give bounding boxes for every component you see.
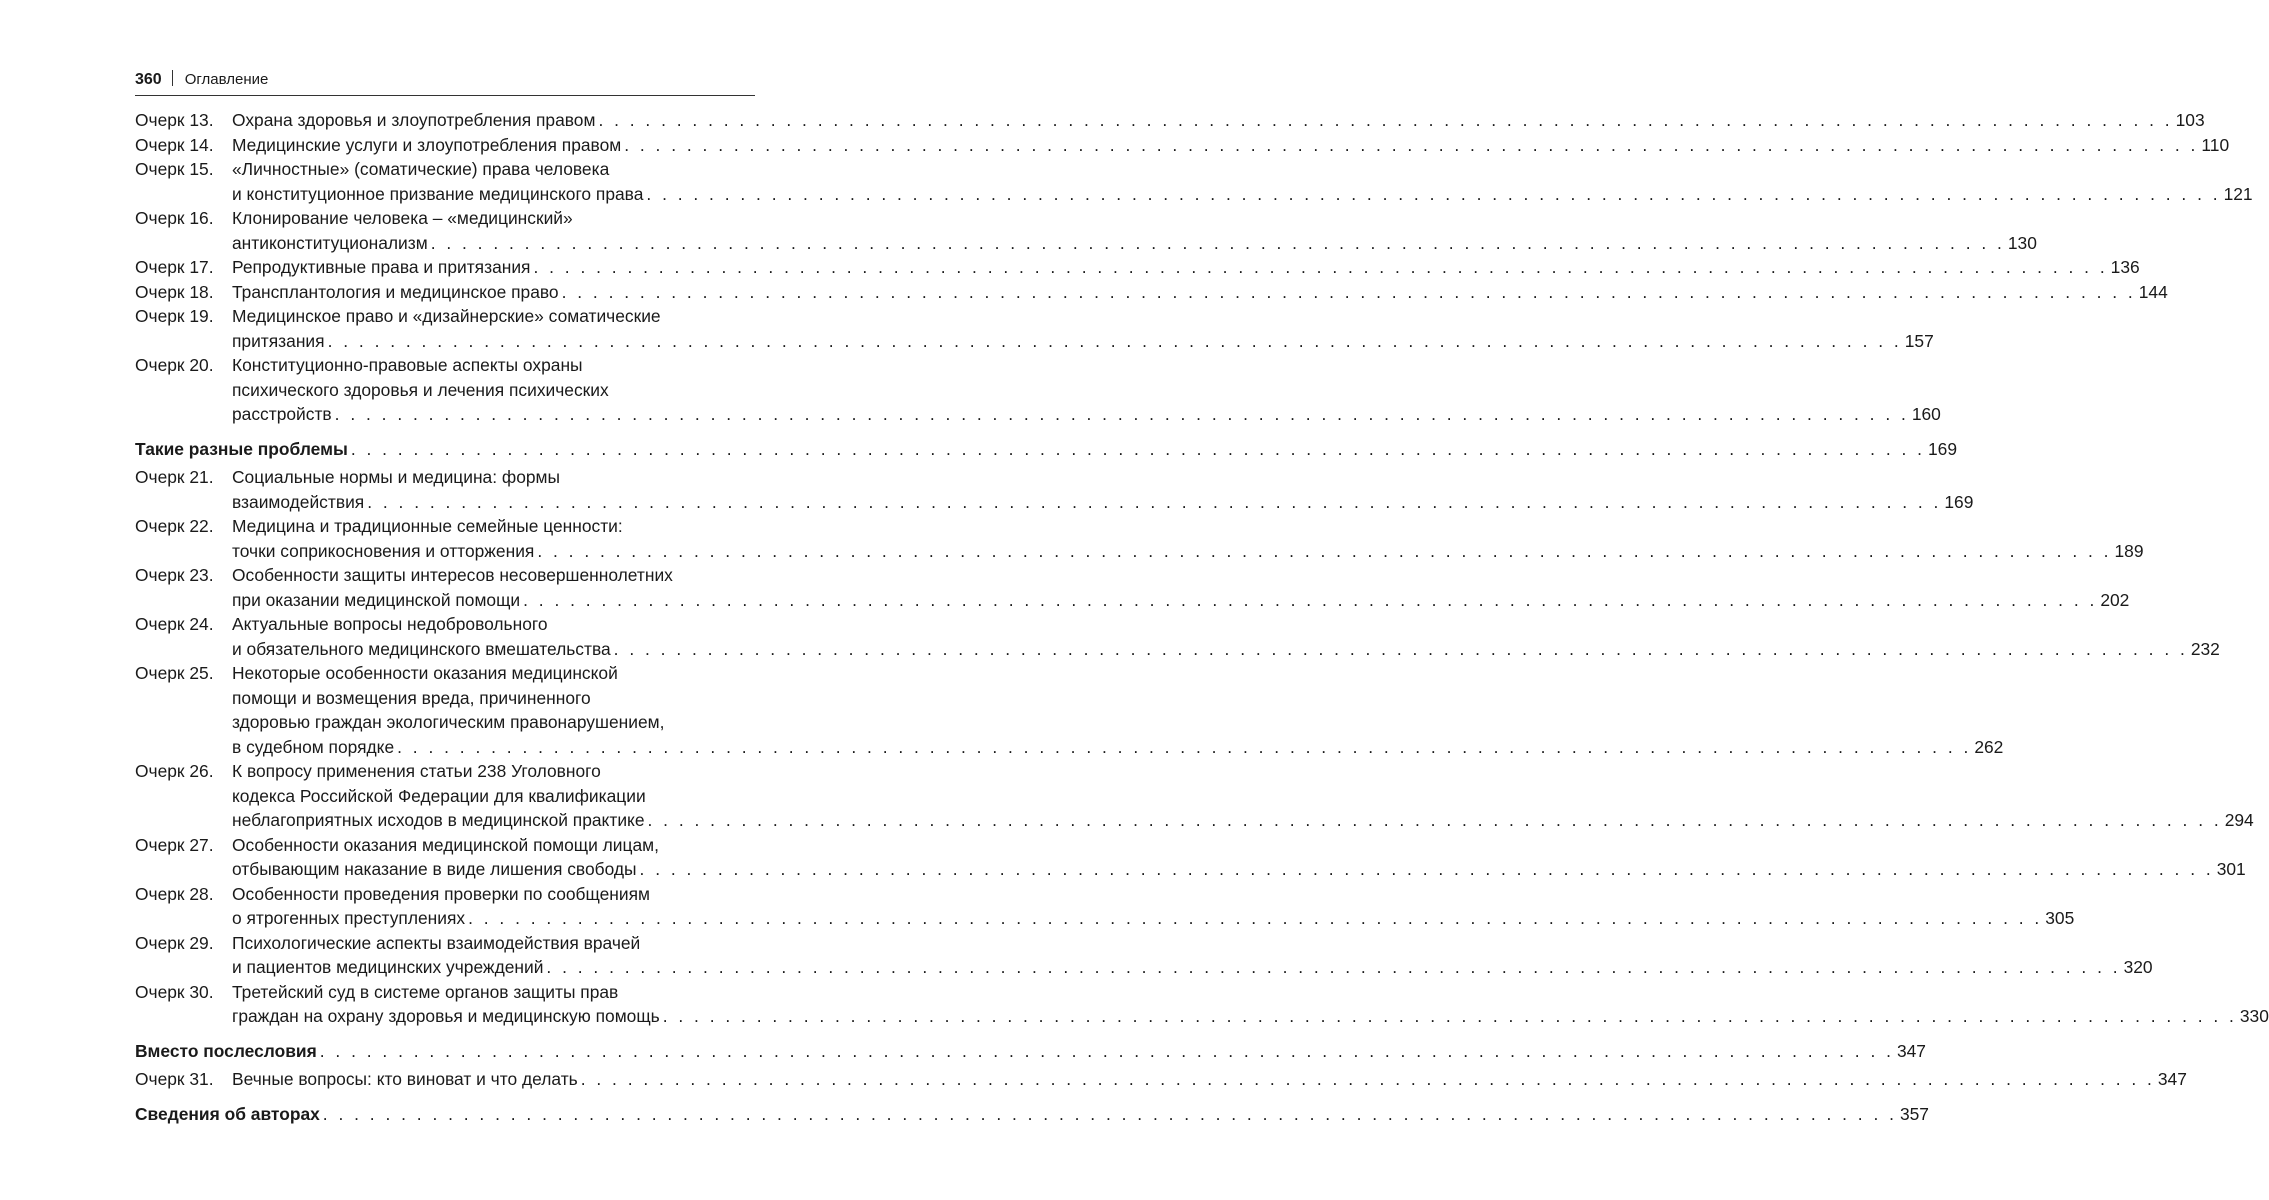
toc-entry[interactable] <box>135 108 2205 133</box>
entry-title-line: К вопросу применения статьи 238 Уголовного <box>232 761 601 781</box>
entry-title-last-line <box>232 490 1974 515</box>
leader-dots: . . . . . . . . . . . . . . . . . . . . . . . . . . . . . . . . . . . . . . . . . . . . . . . . . . . . . . . . . . . . . . . . . . . . . . . . . . . . . . . . . . . . . . . . . . . . . . . . . . . . . <box>613 638 2188 659</box>
entry-title-last-line <box>232 735 2004 760</box>
entry-title-line: Актуальные вопросы недобровольного <box>232 614 548 634</box>
entry-body <box>232 206 2037 255</box>
entry-title-last-line <box>232 808 2254 833</box>
toc-entry[interactable] <box>135 465 1974 514</box>
entry-body <box>232 353 1941 427</box>
leader-dots: . . . . . . . . . . . . . . . . . . . . . . . . . . . . . . . . . . . . . . . . . . . . . . . . . . . . . . . . . . . . . . . . . . . . . . . . . . . . . . . . . . . . . . . . . . . . . . . . . . . . . <box>624 134 2199 155</box>
running-header <box>135 69 755 96</box>
entry-label: Очерк 13. <box>135 110 214 130</box>
entry-title-text: в судебном порядке <box>232 736 395 757</box>
entry-label: Очерк 24. <box>135 614 214 634</box>
toc-entry[interactable] <box>135 661 2004 759</box>
toc-group-1 <box>135 108 2253 427</box>
entry-label: Очерк 28. <box>135 883 214 904</box>
entry-title-line: Социальные нормы и медицина: формы <box>232 467 561 487</box>
entry-title-last-line <box>232 539 2144 564</box>
entry-page: 232 <box>2190 638 2220 659</box>
leader-dots: . . . . . . . . . . . . . . . . . . . . . . . . . . . . . . . . . . . . . . . . . . . . . . . . . . . . . . . . . . . . . . . . . . . . . . . . . . . . . . . . . . . . . . . . . . . . . . . . . . . . . <box>662 1006 2237 1026</box>
entry-page: 157 <box>1904 330 1934 351</box>
entry-title-text: Репродуктивные права и притязания <box>232 257 531 277</box>
entry-title-line: Особенности защиты интересов несовершеннолетних <box>232 565 673 585</box>
entry-page: 202 <box>2100 589 2130 610</box>
entry-title-line: Особенности оказания медицинской помощи лицам, <box>232 834 659 855</box>
entry-label: Очерк 19. <box>135 306 214 326</box>
leader-dots: . . . . . . . . . . . . . . . . . . . . . . . . . . . . . . . . . . . . . . . . . . . . . . . . . . . . . . . . . . . . . . . . . . . . . . . . . . . . . . . . . . . . . . . . . . . . . . . . . . . . . <box>334 404 1909 424</box>
entry-title-line: здоровью граждан экологическим правонарушением, <box>232 712 665 732</box>
entry-page: 262 <box>1974 736 2004 757</box>
entry-label: Очерк 17. <box>135 257 214 277</box>
entry-body <box>232 661 2004 759</box>
toc-entry[interactable] <box>135 563 2130 612</box>
leader-dots: . . . . . . . . . . . . . . . . . . . . . . . . . . . . . . . . . . . . . . . . . . . . . . . . . . . . . . . . . . . . . . . . . . . . . . . . . . . . . . . . . . . . . . . . . . . . . . . . . . . . . <box>350 438 1925 459</box>
section-page: 357 <box>1899 1103 1929 1124</box>
entry-body <box>232 980 2269 1029</box>
entry-title-text: отбывающим наказание в виде лишения свободы <box>232 859 637 879</box>
leader-dots: . . . . . . . . . . . . . . . . . . . . . . . . . . . . . . . . . . . . . . . . . . . . . . . . . . . . . . . . . . . . . . . . . . . . . . . . . . . . . . . . . . . . . . . . . . . . . . . . . . . . . <box>468 908 2043 928</box>
entry-label: Очерк 27. <box>135 834 214 855</box>
toc-entry[interactable] <box>135 255 2140 280</box>
header-title: Оглавление <box>184 71 269 88</box>
entry-body <box>232 304 1934 353</box>
page-number: 360 <box>135 71 162 88</box>
table-of-contents <box>135 108 2269 1130</box>
entry-title-text: и обязательного медицинского вмешательства <box>232 638 611 659</box>
entry-title-text: о ятрогенных преступлениях <box>232 908 466 928</box>
section-title: Вместо послесловия <box>135 1040 317 1061</box>
leader-dots: . . . . . . . . . . . . . . . . . . . . . . . . . . . . . . . . . . . . . . . . . . . . . . . . . . . . . . . . . . . . . . . . . . . . . . . . . . . . . . . . . . . . . . . . . . . . . . . . . . . . . <box>322 1103 1897 1124</box>
entry-page: 347 <box>2157 1069 2187 1089</box>
entry-body <box>232 133 2230 158</box>
entry-title-line: Некоторые особенности оказания медицинской <box>232 663 618 683</box>
leader-dots: . . . . . . . . . . . . . . . . . . . . . . . . . . . . . . . . . . . . . . . . . . . . . . . . . . . . . . . . . . . . . . . . . . . . . . . . . . . . . . . . . . . . . . . . . . . . . . . . . . . . . <box>580 1069 2155 1089</box>
toc-entry[interactable] <box>135 980 2269 1029</box>
toc-entry[interactable] <box>135 133 2230 158</box>
toc-entry[interactable] <box>135 353 1941 427</box>
entry-title-line: помощи и возмещения вреда, причиненного <box>232 687 591 708</box>
entry-body <box>232 108 2205 133</box>
entry-title-line: кодекса Российской Федерации для квалификации <box>232 785 646 806</box>
entry-label: Очерк 22. <box>135 516 214 536</box>
entry-body <box>232 1067 2187 1092</box>
entry-page: 301 <box>2216 859 2246 879</box>
leader-dots: . . . . . . . . . . . . . . . . . . . . . . . . . . . . . . . . . . . . . . . . . . . . . . . . . . . . . . . . . . . . . . . . . . . . . . . . . . . . . . . . . . . . . . . . . . . . . . . . . . . . . <box>327 330 1902 351</box>
entry-title-text: Вечные вопросы: кто виноват и что делать <box>232 1069 578 1089</box>
entry-title-last-line <box>232 133 2230 158</box>
entry-body <box>232 157 2253 206</box>
entry-title-line: Особенности проведения проверки по сообщениям <box>232 883 650 904</box>
entry-page: 160 <box>1911 404 1941 424</box>
entry-title-last-line <box>232 588 2130 613</box>
toc-entry[interactable] <box>135 1067 2187 1092</box>
entry-title-line: Медицинское право и «дизайнерские» соматические <box>232 306 661 326</box>
entry-title-text: расстройств <box>232 404 332 424</box>
section-page: 347 <box>1896 1040 1926 1061</box>
entry-title-line: Психологические аспекты взаимодействия врачей <box>232 932 641 953</box>
entry-page: 294 <box>2224 810 2254 830</box>
entry-label: Очерк 16. <box>135 208 214 228</box>
leader-dots: . . . . . . . . . . . . . . . . . . . . . . . . . . . . . . . . . . . . . . . . . . . . . . . . . . . . . . . . . . . . . . . . . . . . . . . . . . . . . . . . . . . . . . . . . . . . . . . . . . . . . <box>646 183 2221 204</box>
leader-dots: . . . . . . . . . . . . . . . . . . . . . . . . . . . . . . . . . . . . . . . . . . . . . . . . . . . . . . . . . . . . . . . . . . . . . . . . . . . . . . . . . . . . . . . . . . . . . . . . . . . . . <box>319 1040 1894 1061</box>
entry-title-line: психического здоровья и лечения психических <box>232 379 609 400</box>
entry-page: 136 <box>2110 257 2140 277</box>
entry-label: Очерк 21. <box>135 467 214 487</box>
entry-body <box>232 514 2144 563</box>
toc-group-2 <box>135 465 2269 1029</box>
entry-title-last-line <box>232 255 2140 280</box>
toc-entry[interactable] <box>135 612 2220 661</box>
section-title: Такие разные проблемы <box>135 438 348 459</box>
header-divider <box>172 70 173 86</box>
entry-title-line: Третейский суд в системе органов защиты прав <box>232 981 619 1002</box>
leader-dots: . . . . . . . . . . . . . . . . . . . . . . . . . . . . . . . . . . . . . . . . . . . . . . . . . . . . . . . . . . . . . . . . . . . . . . . . . . . . . . . . . . . . . . . . . . . . . . . . . . . . . <box>537 540 2112 561</box>
entry-title-last-line <box>232 329 1934 354</box>
entry-title-last-line <box>232 906 2075 931</box>
entry-title-last-line <box>232 1067 2187 1092</box>
entry-label: Очерк 26. <box>135 761 214 781</box>
toc-entry[interactable] <box>135 280 2168 305</box>
entry-title-last-line <box>232 280 2168 305</box>
leader-dots: . . . . . . . . . . . . . . . . . . . . . . . . . . . . . . . . . . . . . . . . . . . . . . . . . . . . . . . . . . . . . . . . . . . . . . . . . . . . . . . . . . . . . . . . . . . . . . . . . . . . . <box>397 736 1972 757</box>
entry-label: Очерк 23. <box>135 565 214 585</box>
entry-body <box>232 280 2168 305</box>
entry-title-text: неблагоприятных исходов в медицинской практике <box>232 810 645 830</box>
entry-page: 169 <box>1944 491 1974 512</box>
entry-title-line: Конституционно-правовые аспекты охраны <box>232 355 583 375</box>
entry-title-line: «Личностные» (соматические) права человека <box>232 159 610 179</box>
leader-dots: . . . . . . . . . . . . . . . . . . . . . . . . . . . . . . . . . . . . . . . . . . . . . . . . . . . . . . . . . . . . . . . . . . . . . . . . . . . . . . . . . . . . . . . . . . . . . . . . . . . . . <box>367 491 1942 512</box>
toc-section-heading[interactable] <box>135 437 1957 462</box>
toc-entry[interactable] <box>135 833 2246 882</box>
entry-body <box>232 612 2220 661</box>
toc-entry[interactable] <box>135 206 2037 255</box>
entry-title-text: и конституционное призвание медицинского права <box>232 183 644 204</box>
entry-page: 121 <box>2223 183 2253 204</box>
entry-page: 330 <box>2239 1006 2269 1026</box>
entry-label: Очерк 15. <box>135 159 214 179</box>
entry-page: 189 <box>2114 540 2144 561</box>
entry-body <box>232 833 2246 882</box>
toc-entry[interactable] <box>135 882 2075 931</box>
entry-page: 305 <box>2045 908 2075 928</box>
entry-title-last-line <box>232 108 2205 133</box>
entry-body <box>232 465 1974 514</box>
entry-title-last-line <box>232 955 2153 980</box>
toc-entry[interactable] <box>135 514 2144 563</box>
toc-section-heading[interactable] <box>135 1039 1926 1064</box>
entry-title-text: антиконституционализм <box>232 232 428 253</box>
entry-label: Очерк 18. <box>135 281 214 302</box>
entry-label: Очерк 29. <box>135 932 214 953</box>
entry-title-text: и пациентов медицинских учреждений <box>232 957 544 977</box>
entry-title-text: Трансплантология и медицинское право <box>232 281 559 302</box>
entry-title-last-line <box>232 1004 2269 1029</box>
entry-title-text: граждан на охрану здоровья и медицинскую помощь <box>232 1006 660 1026</box>
entry-body <box>232 563 2130 612</box>
section-title: Сведения об авторах <box>135 1103 320 1124</box>
toc-group-3 <box>135 1067 2187 1092</box>
entry-title-text: взаимодействия <box>232 491 365 512</box>
entry-title-last-line <box>232 182 2253 207</box>
entry-body <box>232 255 2140 280</box>
entry-page: 110 <box>2201 134 2230 155</box>
entry-body <box>232 882 2075 931</box>
entry-page: 103 <box>2175 110 2205 130</box>
entry-body <box>232 759 2254 833</box>
entry-page: 130 <box>2007 232 2037 253</box>
toc-entry[interactable] <box>135 157 2253 206</box>
toc-section-heading[interactable] <box>135 1102 1929 1127</box>
toc-entry[interactable] <box>135 759 2254 833</box>
entry-title-line: Медицина и традиционные семейные ценности: <box>232 516 623 536</box>
entry-label: Очерк 14. <box>135 134 214 155</box>
entry-title-text: точки соприкосновения и отторжения <box>232 540 535 561</box>
entry-page: 144 <box>2138 281 2168 302</box>
entry-title-last-line <box>232 637 2220 662</box>
toc-entry[interactable] <box>135 931 2153 980</box>
entry-body <box>232 931 2153 980</box>
leader-dots: . . . . . . . . . . . . . . . . . . . . . . . . . . . . . . . . . . . . . . . . . . . . . . . . . . . . . . . . . . . . . . . . . . . . . . . . . . . . . . . . . . . . . . . . . . . . . . . . . . . . . <box>430 232 2005 253</box>
leader-dots: . . . . . . . . . . . . . . . . . . . . . . . . . . . . . . . . . . . . . . . . . . . . . . . . . . . . . . . . . . . . . . . . . . . . . . . . . . . . . . . . . . . . . . . . . . . . . . . . . . . . . <box>561 281 2136 302</box>
toc-entry[interactable] <box>135 304 1934 353</box>
leader-dots: . . . . . . . . . . . . . . . . . . . . . . . . . . . . . . . . . . . . . . . . . . . . . . . . . . . . . . . . . . . . . . . . . . . . . . . . . . . . . . . . . . . . . . . . . . . . . . . . . . . . . <box>546 957 2121 977</box>
entry-label: Очерк 25. <box>135 663 214 683</box>
leader-dots: . . . . . . . . . . . . . . . . . . . . . . . . . . . . . . . . . . . . . . . . . . . . . . . . . . . . . . . . . . . . . . . . . . . . . . . . . . . . . . . . . . . . . . . . . . . . . . . . . . . . . <box>639 859 2214 879</box>
leader-dots: . . . . . . . . . . . . . . . . . . . . . . . . . . . . . . . . . . . . . . . . . . . . . . . . . . . . . . . . . . . . . . . . . . . . . . . . . . . . . . . . . . . . . . . . . . . . . . . . . . . . . <box>533 257 2108 277</box>
entry-title-last-line <box>232 231 2037 256</box>
entry-label: Очерк 30. <box>135 981 214 1002</box>
entry-page: 320 <box>2123 957 2153 977</box>
entry-title-text: притязания <box>232 330 325 351</box>
leader-dots: . . . . . . . . . . . . . . . . . . . . . . . . . . . . . . . . . . . . . . . . . . . . . . . . . . . . . . . . . . . . . . . . . . . . . . . . . . . . . . . . . . . . . . . . . . . . . . . . . . . . . <box>598 110 2173 130</box>
entry-title-line: Клонирование человека – «медицинский» <box>232 208 573 228</box>
entry-title-text: при оказании медицинской помощи <box>232 589 521 610</box>
entry-title-text: Охрана здоровья и злоупотребления правом <box>232 110 596 130</box>
entry-label: Очерк 20. <box>135 355 214 375</box>
leader-dots: . . . . . . . . . . . . . . . . . . . . . . . . . . . . . . . . . . . . . . . . . . . . . . . . . . . . . . . . . . . . . . . . . . . . . . . . . . . . . . . . . . . . . . . . . . . . . . . . . . . . . <box>523 589 2098 610</box>
leader-dots: . . . . . . . . . . . . . . . . . . . . . . . . . . . . . . . . . . . . . . . . . . . . . . . . . . . . . . . . . . . . . . . . . . . . . . . . . . . . . . . . . . . . . . . . . . . . . . . . . . . . . <box>647 810 2222 830</box>
entry-title-last-line <box>232 857 2246 882</box>
entry-title-last-line <box>232 402 1941 427</box>
section-page: 169 <box>1927 438 1957 459</box>
entry-title-text: Медицинские услуги и злоупотребления правом <box>232 134 622 155</box>
entry-label: Очерк 31. <box>135 1069 214 1089</box>
